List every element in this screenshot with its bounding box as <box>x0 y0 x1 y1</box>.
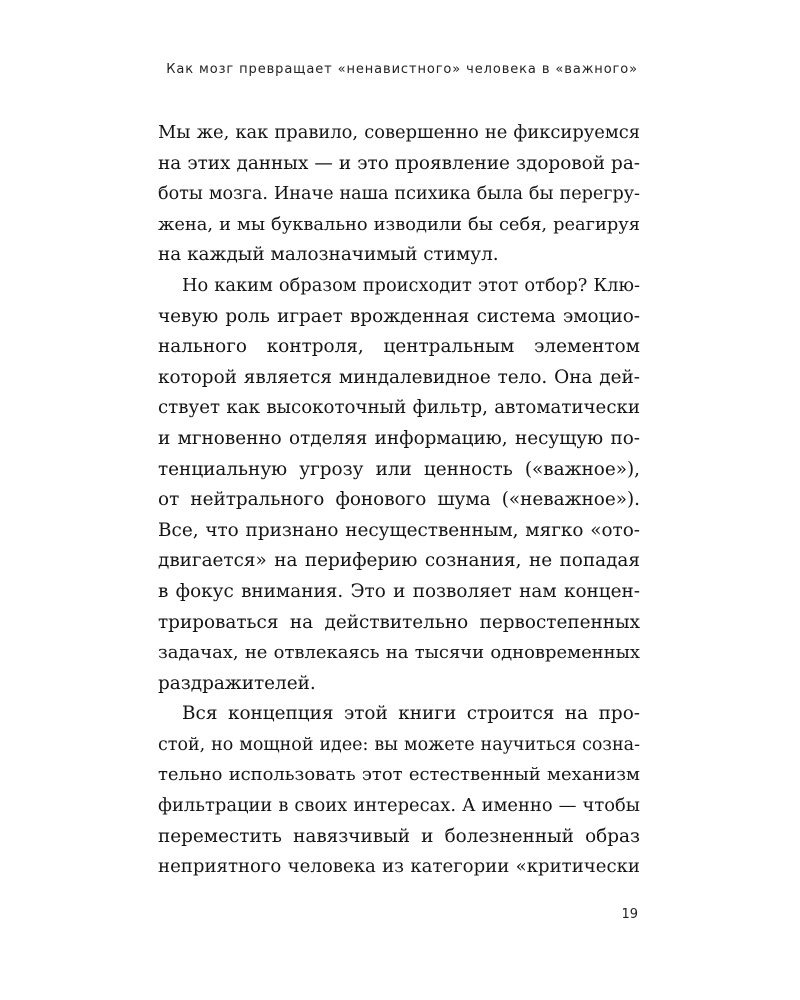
text-line: на каждый малозначимый стимул. <box>158 244 499 266</box>
text-line: и мгновенно отделяя информацию, несущую по- <box>158 427 640 449</box>
text-line: Вся концепция этой книги строится на про- <box>182 703 640 725</box>
paragraph-3 <box>158 699 640 883</box>
text-line: Но каким образом происходит этот отбор? Клю- <box>182 274 640 296</box>
text-line: в фокус внимания. Это и позволяет нам концен- <box>158 580 640 602</box>
text-line: от нейтрального фонового шума («неважное»). <box>158 489 640 511</box>
paragraph-1 <box>158 118 640 271</box>
text-line: трироваться на действительно первостепенных <box>158 611 640 633</box>
text-line: задачах, не отвлекаясь на тысячи одновременных <box>158 642 640 664</box>
text-line: Все, что признано несущественным, мягко «ото- <box>158 519 640 541</box>
text-line: на этих данных — и это проявление здоровой ра- <box>158 152 640 174</box>
text-line: ствует как высокоточный фильтр, автоматически <box>158 397 640 419</box>
text-line: Мы же, как правило, совершенно не фиксируемся <box>158 122 640 143</box>
text-line: фильтрации в своих интересах. А именно — чтобы <box>158 795 640 817</box>
page-number: 19 <box>621 907 638 922</box>
text-line: чевую роль играет врожденная система эмоцио- <box>158 305 640 327</box>
running-header: Как мозг превращает «ненавистного» человека в «важного» <box>166 62 638 77</box>
text-line: нального контроля, центральным элементом <box>158 336 640 358</box>
text-line: раздражителей. <box>158 672 316 694</box>
text-line: тельно использовать этот естественный механизм <box>158 764 640 786</box>
text-line: боты мозга. Иначе наша психика была бы перегру- <box>158 184 640 205</box>
text-line: стой, но мощной идее: вы можете научиться созна- <box>158 734 640 755</box>
text-line: жена, и мы буквально изводили бы себя, реагируя <box>158 213 640 235</box>
text-line: тенциальную угрозу или ценность («важное»), <box>158 458 640 480</box>
body-text <box>158 118 640 883</box>
text-line: неприятного человека из категории «критически <box>158 856 640 878</box>
paragraph-2 <box>158 271 640 699</box>
text-line: двигается» на периферию сознания, не попадая <box>158 550 640 572</box>
text-line: которой является миндалевидное тело. Она дей- <box>158 366 640 388</box>
text-line: переместить навязчивый и болезненный образ <box>158 825 640 847</box>
